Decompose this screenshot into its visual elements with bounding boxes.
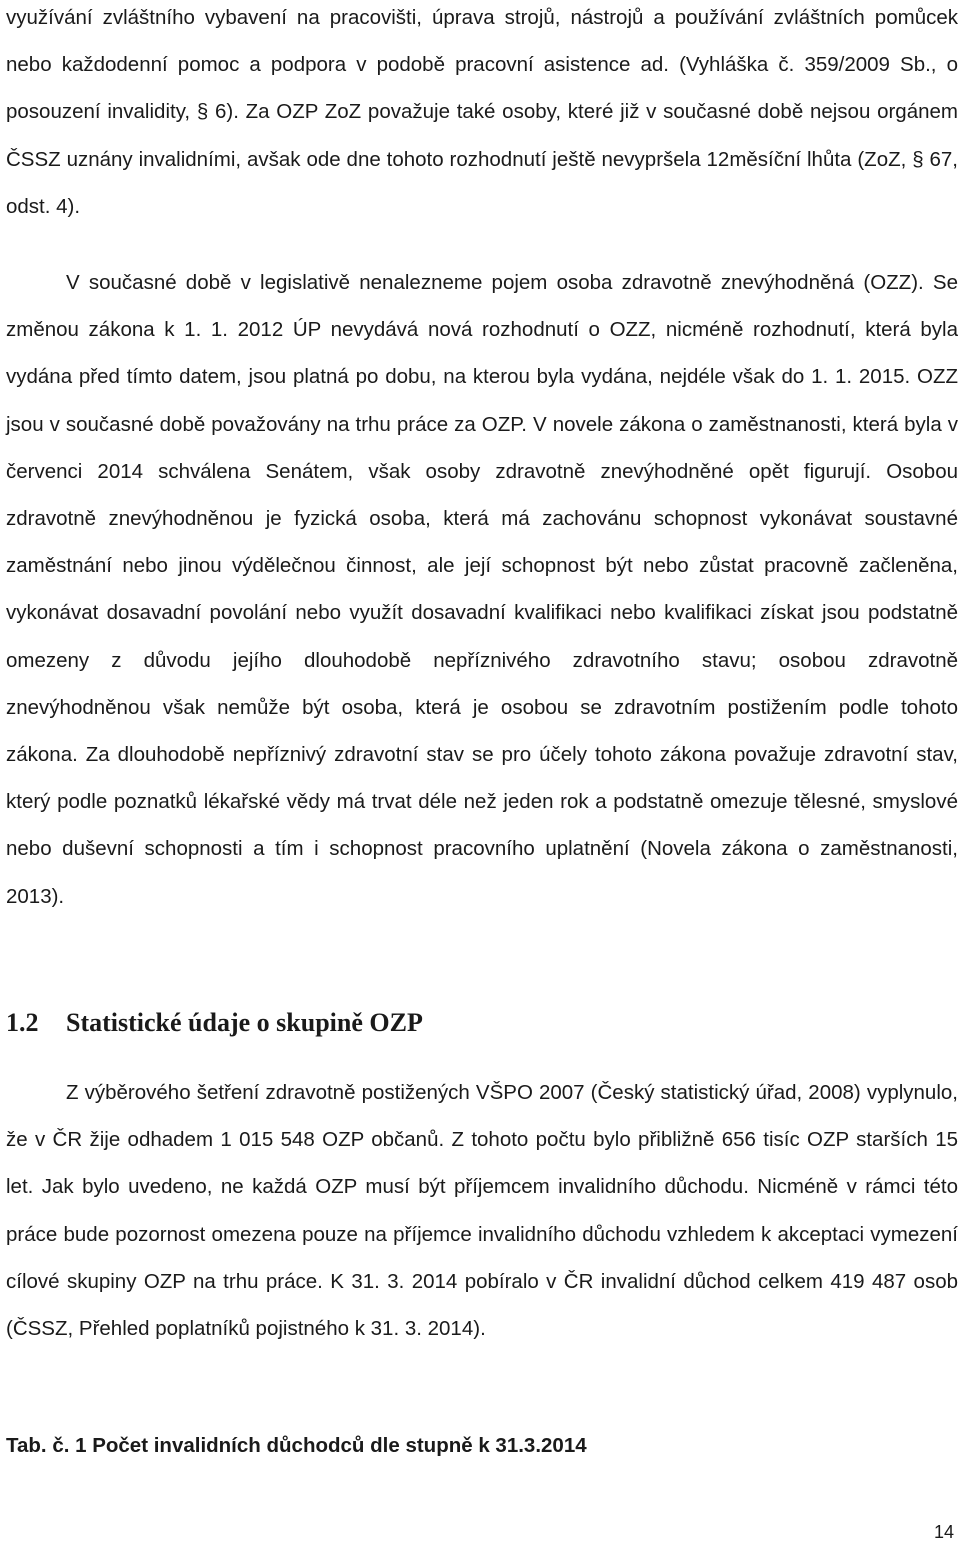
page-number: 14: [933, 1522, 954, 1542]
section-heading: [6, 1005, 423, 1041]
section-title: Statistické údaje o skupině OZP: [66, 1008, 423, 1037]
section-number: 1.2: [6, 1008, 39, 1037]
paragraph-statistics: Z výběrového šetření zdravotně postižených VŠPO 2007 (Český statistický úřad, 2008) vyplynulo, že v ČR žije odhadem 1 015 548 OZP občanů. Z tohoto počtu bylo přibližně 656 tisíc OZP starších 15 let. Jak bylo uvedeno, ne každá OZP musí být příjemcem invalidního důchodu. Nicméně v rámci této práce bude pozornost omezena pouze na příjemce invalidního důchodu vzhledem k akceptaci vymezení cílové skupiny OZP na trhu práce. K 31. 3. 2014 pobíralo v ČR invalidní důchod celkem 419 487 osob (ČSSZ, Přehled poplatníků pojistného k 31. 3. 2014).: [6, 1081, 958, 1341]
paragraph-invalidity-definition: využívání zvláštního vybavení na pracovišti, úprava strojů, nástrojů a používání zvláštních pomůcek nebo každodenní pomoc a podpora v podobě pracovní asistence ad. (Vyhláška č. 359/2009 Sb., o posouzení invalidity, § 6). Za OZP ZoZ považuje také osoby, které již v současné době nejsou orgánem ČSSZ uznány invalidními, avšak ode dne tohoto rozhodnutí ještě nevypršela 12měsíční lhůta (ZoZ, § 67, odst. 4).: [6, 6, 958, 218]
paragraph-ozz-definition: V současné době v legislativě nenalezneme pojem osoba zdravotně znevýhodněná (OZZ). Se změnou zákona k 1. 1. 2012 ÚP nevydává nová rozhodnutí o OZZ, nicméně rozhodnutí, která byla vydána před tímto datem, jsou platná po dobu, na kterou byla vydána, nejdéle však do 1. 1. 2015. OZZ jsou v současné době považovány na trhu práce za OZP. V novele zákona o zaměstnanosti, která byla v červenci 2014 schválena Senátem, však osoby zdravotně znevýhodněné opět figurují. Osobou zdravotně znevýhodněnou je fyzická osoba, která má zachovánu schopnost vykonávat soustavné zaměstnání nebo jinou výdělečnou činnost, ale její schopnost být nebo zůstat pracovně začleněna, vykonávat dosavadní povolání nebo využít dosavadní kvalifikaci nebo kvalifikaci získat jsou podstatně omezeny z důvodu jejího dlouhodobě nepříznivého zdravotního stavu; osobou zdravotně znevýhodněnou však nemůže být osoba, která je osobou se zdravotním postižením podle tohoto zákona. Za dlouhodobě nepříznivý zdravotní stav se pro účely tohoto zákona považuje zdravotní stav, který podle poznatků lékařské vědy má trvat déle než jeden rok a podstatně omezuje tělesné, smyslové nebo duševní schopnosti a tím i schopnost pracovního uplatnění (Novela zákona o zaměstnanosti, 2013).: [6, 271, 958, 908]
table-caption: Tab. č. 1 Počet invalidních důchodců dle stupně k 31.3.2014: [6, 1434, 587, 1457]
